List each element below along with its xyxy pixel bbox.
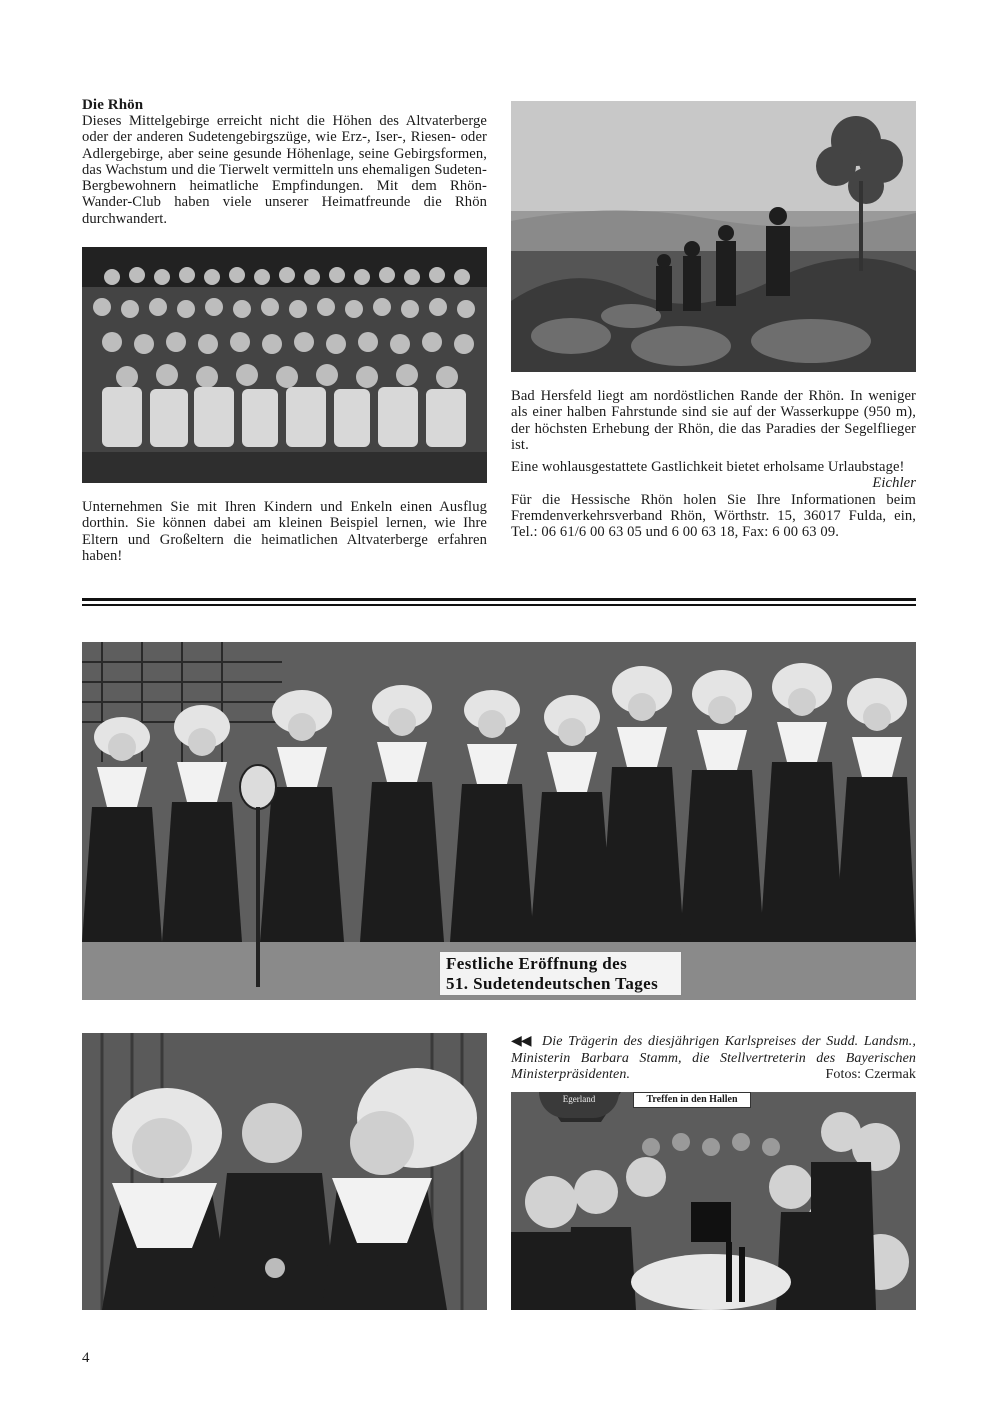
caption-text: Die Trägerin des diesjährigen Karlspreises der Sudd. Landsm., Ministerin Barbara Stamm, die Stellvertreterin des Bayerischen Ministerpräsidenten. <box>511 1034 916 1082</box>
procession-photo <box>82 642 916 1000</box>
author-name: Eichler <box>872 475 916 492</box>
page-number: 4 <box>82 1350 90 1366</box>
hall-sign: Treffen in den Hallen <box>633 1092 751 1108</box>
article-heading: Die Rhön <box>82 97 144 113</box>
section-divider-bottom <box>82 604 916 606</box>
hall-banner-text: Egerland <box>562 1094 596 1104</box>
group-photo-graphic <box>82 247 487 483</box>
photo-credit: Fotos: Czermak <box>825 1067 916 1082</box>
right-paragraph-1: Bad Hersfeld liegt am nordöstlichen Rande der Rhön. In weniger als einer halben Fahrstunde sind sie auf der Wasserkuppe (950 m), der höchsten Erhebung der Rhön, die das Paradies der Segelflieger ist. <box>511 388 916 453</box>
lower-left-paragraph: Unternehmen Sie mit Ihren Kindern und Enkeln einen Ausflug dorthin. Sie können dabei am kleinen Beispiel lernen, wie Ihre Eltern und Großeltern die heimatlichen Altvaterberge erfahren haben! <box>82 499 487 564</box>
procession-caption-line2: 51. Sudetendeutschen Tages <box>446 974 659 993</box>
intro-article <box>82 97 487 227</box>
intro-paragraph: Dieses Mittelgebirge erreicht nicht die Höhen des Altvaterberge oder der anderen Sudetengebirgszüge, wie Erz-, Iser-, Riesen- oder Adlergebirge, aber seine gesunde Höhenlage, seine Gebirgsformen, das Wachstum und die Tierwelt vermitteln uns ehemaligen Sudeten-Bergbewohnern heimatliche Empfindungen. Mit dem Rhön-Wander-Club haben viele unserer Heimatfreunde die Rhön durchwandert. <box>82 113 487 227</box>
right-paragraph-3: Für die Hessische Rhön holen Sie Ihre Informationen beim Fremdenverkehrsverband Rhön, Wörthstr. 15, 36017 Fulda, ein, Tel.: 06 61/6 00 63 05 und 6 00 63 18, Fax: 6 00 63 09. <box>511 491 916 541</box>
right-paragraph-2 <box>511 459 916 492</box>
section-divider-top <box>82 598 916 601</box>
right-column-text <box>511 388 916 541</box>
group-photo <box>82 247 487 483</box>
mountain-photo <box>511 101 916 372</box>
portrait-photo <box>82 1033 487 1310</box>
hall-photo <box>511 1092 916 1310</box>
hall-photo-graphic <box>511 1092 916 1310</box>
portrait-photo-graphic <box>82 1033 487 1310</box>
procession-photo-graphic <box>82 642 916 1000</box>
right-paragraph-2-text: Eine wohlausgestattete Gastlichkeit bietet erholsame Urlaubstage! <box>511 459 905 476</box>
mountain-photo-graphic <box>511 101 916 372</box>
procession-caption-line1: Festliche Eröffnung des <box>446 954 628 973</box>
caption-arrow-icon: ◀◀ <box>511 1034 531 1049</box>
lower-caption <box>511 1034 916 1084</box>
procession-caption <box>439 951 682 996</box>
